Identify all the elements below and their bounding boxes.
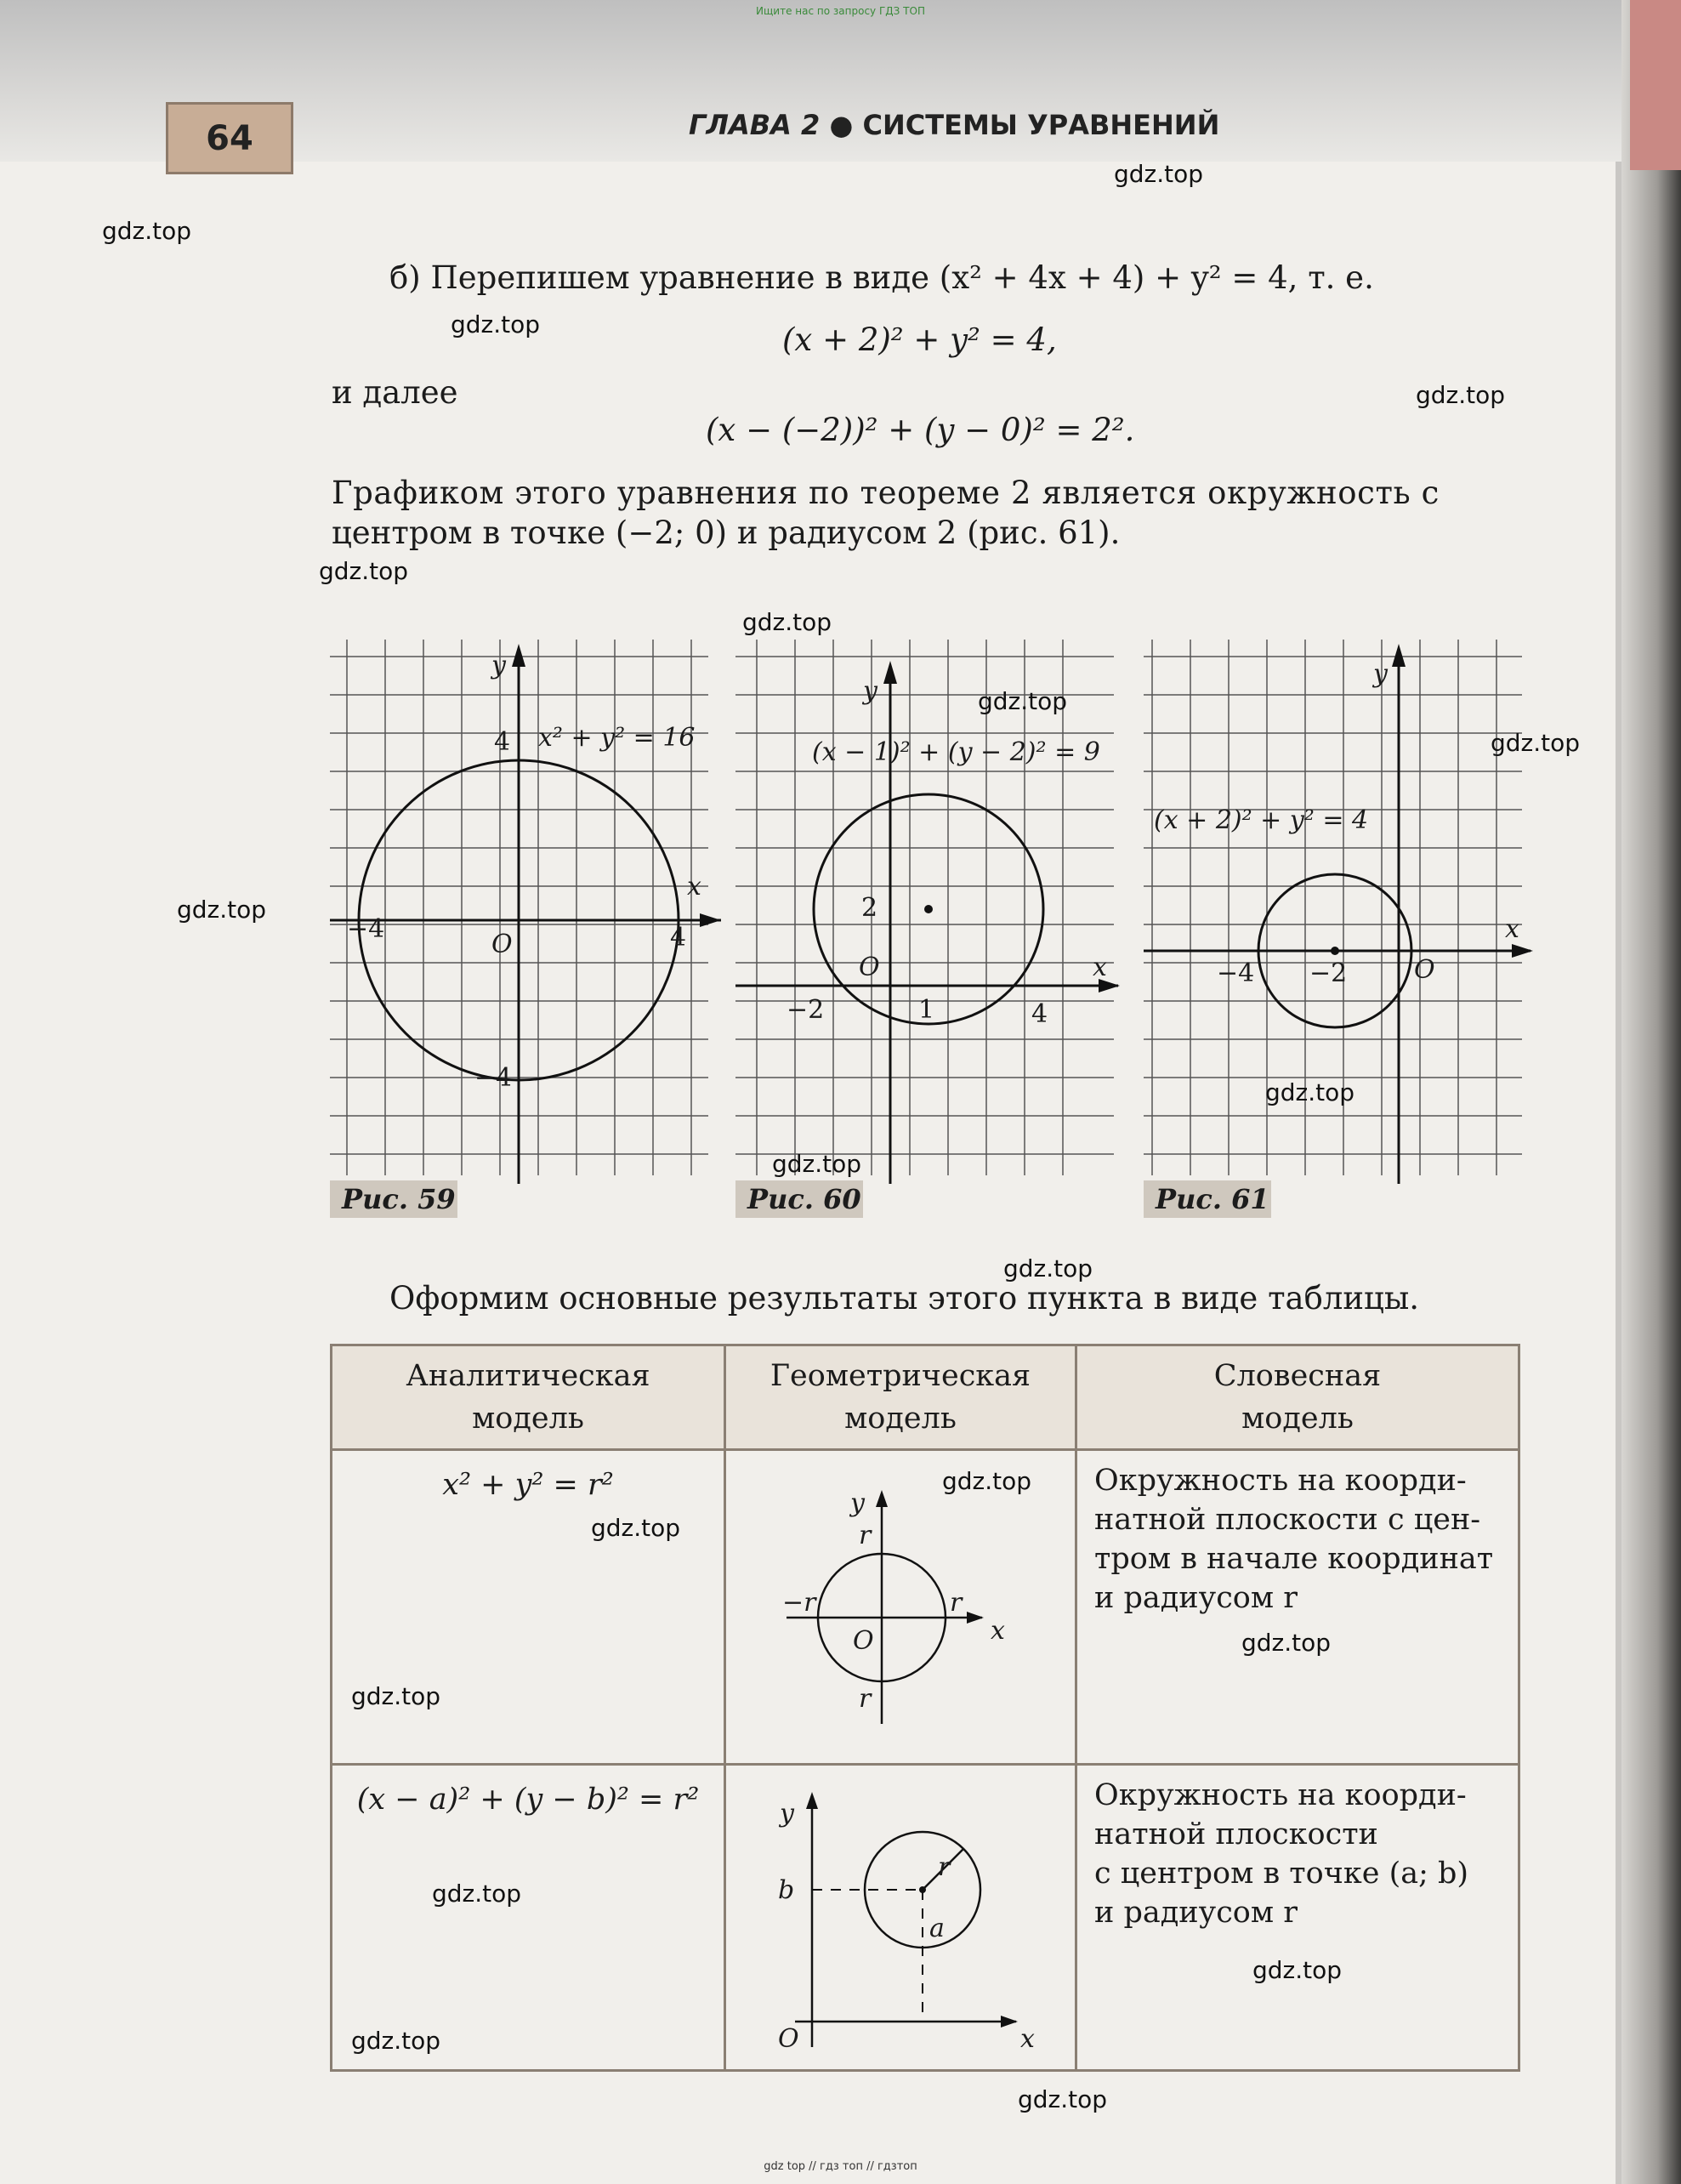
watermark: gdz.top (351, 2027, 441, 2055)
verbal-line: Окружность на коорди- (1094, 1464, 1467, 1498)
label-r-top: r (859, 1521, 872, 1550)
table-row (332, 1450, 1519, 1765)
verbal-cell (1076, 1765, 1519, 2071)
watermark: gdz.top (1003, 1254, 1093, 1283)
geometric-cell (725, 1450, 1076, 1765)
spine-edge (1630, 0, 1681, 170)
figure-60 (735, 640, 1127, 1184)
geo-model-1 (727, 1452, 1071, 1758)
equation: x² + y² = 16 (538, 723, 696, 753)
header-geometric (725, 1345, 1076, 1450)
chapter-heading: ГЛАВА 2 ● СИСТЕМЫ УРАВНЕНИЙ (689, 109, 1220, 141)
chapter-title: СИСТЕМЫ УРАВНЕНИЙ (862, 109, 1220, 141)
label-y: y (1373, 659, 1388, 689)
y-arrow (806, 1792, 818, 1809)
caption-60: Рис. 60 (735, 1180, 863, 1218)
header-geometric-l1: Геометрическая (770, 1359, 1031, 1393)
table-intro: Оформим основные результаты этого пункта в виде таблицы. (389, 1280, 1420, 1317)
center-point (1331, 947, 1339, 955)
label-r-bottom: r (859, 1684, 872, 1714)
label-y: y (863, 676, 877, 706)
y-arrow (876, 1490, 888, 1507)
label-r-right: r (950, 1588, 963, 1618)
label-neg-r: −r (782, 1588, 816, 1618)
caption-61: Рис. 61 (1144, 1180, 1271, 1218)
bottom-note: gdz top // гдз топ // гдзтоп (764, 2160, 917, 2173)
verbal-line: тром в начале координат (1094, 1542, 1494, 1576)
book-spine (1621, 0, 1681, 2184)
x-arrow (700, 913, 721, 927)
tick-neg4: −4 (1217, 958, 1255, 988)
label-y: y (850, 1488, 865, 1518)
watermark: gdz.top (451, 310, 541, 338)
tick-2: 2 (861, 893, 878, 923)
verbal-cell (1076, 1450, 1519, 1765)
label-o: O (778, 2024, 799, 2054)
page-number: 64 (166, 102, 293, 174)
caption-59: Рис. 59 (330, 1180, 457, 1218)
figure-59 (330, 640, 721, 1184)
label-y: y (780, 1799, 794, 1829)
equation-line-2: (x + 2)² + y² = 4, (782, 321, 1057, 358)
watermark: gdz.top (177, 896, 267, 924)
geo-model-2 (727, 1766, 1071, 2064)
tick-top: 4 (494, 727, 511, 757)
header-analytic-l2: модель (472, 1402, 584, 1436)
label-x: x (1020, 2024, 1035, 2054)
table-header-row (332, 1345, 1519, 1450)
equation-line-4: (x − (−2))² + (y − 0)² = 2². (706, 412, 1135, 448)
label-x: x (991, 1616, 1005, 1646)
verbal-line: натной плоскости (1094, 1817, 1378, 1851)
verbal-line: натной плоскости с цен- (1094, 1503, 1481, 1537)
watermark: gdz.top (1018, 2085, 1108, 2113)
watermark: gdz.top (978, 687, 1068, 715)
watermark: gdz.top (432, 1880, 522, 1908)
label-x: x (1093, 953, 1107, 982)
x-arrow (1001, 2016, 1018, 2028)
label-o: O (859, 953, 880, 982)
center-point (924, 905, 933, 913)
watermark: gdz.top (591, 1514, 681, 1542)
chapter-label: ГЛАВА 2 (689, 109, 821, 141)
label-y: y (491, 651, 506, 680)
watermark: gdz.top (1416, 381, 1506, 409)
watermark: gdz.top (1114, 160, 1204, 188)
verbal-line: и радиусом r (1094, 1896, 1298, 1930)
verbal-line: и радиусом r (1094, 1581, 1298, 1615)
tick-4: 4 (1031, 999, 1048, 1029)
equation: (x + 2)² + y² = 4 (1154, 805, 1369, 835)
watermark: gdz.top (1241, 1629, 1332, 1657)
tick-right: 4 (670, 923, 687, 953)
tick-left: −4 (347, 914, 385, 944)
watermark: gdz.top (1252, 1956, 1343, 1984)
tick-1: 1 (918, 995, 935, 1025)
watermark: gdz.top (1265, 1078, 1355, 1106)
formula-cell: (x − a)² + (y − b)² = r² (332, 1765, 725, 2071)
formula-cell: x² + y² = r² (332, 1450, 725, 1765)
verbal-line: с центром в точке (a; b) (1094, 1857, 1469, 1891)
header-verbal-l1: Словесная (1213, 1359, 1382, 1393)
geometric-cell (725, 1765, 1076, 2071)
tick-neg2: −2 (1309, 958, 1348, 988)
header-verbal-l2: модель (1241, 1402, 1354, 1436)
header-geometric-l2: модель (844, 1402, 957, 1436)
paragraph-line-1: Графиком этого уравнения по теореме 2 является окружность с (332, 475, 1440, 511)
label-a: a (929, 1914, 945, 1943)
verbal-line: Окружность на коорди- (1094, 1778, 1467, 1812)
watermark: gdz.top (319, 557, 409, 585)
top-note: Ищите нас по запросу ГДЗ ТОП (756, 5, 925, 17)
watermark: gdz.top (742, 608, 832, 636)
label-o: O (853, 1626, 874, 1656)
tick-neg2: −2 (787, 995, 825, 1025)
paragraph-line-2: центром в точке (−2; 0) и радиусом 2 (рис. 61). (332, 515, 1121, 551)
text-line-3: и далее (332, 374, 458, 411)
x-arrow (1512, 944, 1533, 958)
label-x: x (1505, 914, 1519, 944)
watermark: gdz.top (772, 1150, 862, 1178)
text-line-1: б) Перепишем уравнение в виде (x² + 4x + 4) + y² = 4, т. е. (389, 259, 1374, 296)
y-arrow (512, 644, 525, 667)
watermark: gdz.top (102, 217, 192, 245)
y-arrow (883, 661, 897, 684)
watermark: gdz.top (351, 1682, 441, 1710)
x-arrow (967, 1612, 984, 1624)
y-arrow (1392, 644, 1406, 667)
label-r: r (938, 1852, 951, 1882)
label-o: O (491, 930, 513, 959)
tick-bottom: −4 (474, 1063, 513, 1093)
label-o: O (1414, 955, 1435, 985)
equation: (x − 1)² + (y − 2)² = 9 (812, 737, 1100, 767)
header-analytic (332, 1345, 725, 1450)
table-row (332, 1765, 1519, 2071)
watermark: gdz.top (1491, 729, 1581, 757)
label-b: b (778, 1875, 795, 1905)
watermark: gdz.top (942, 1467, 1032, 1495)
label-x: x (687, 872, 701, 901)
header-analytic-l1: Аналитическая (406, 1359, 650, 1393)
header-verbal (1076, 1345, 1519, 1450)
